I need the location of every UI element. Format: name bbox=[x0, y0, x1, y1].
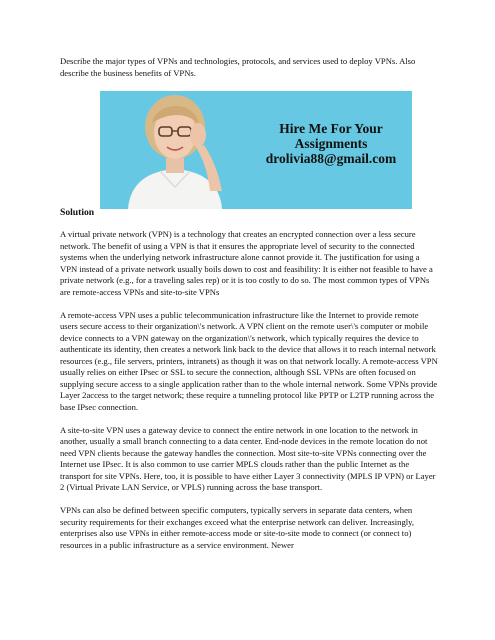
advertisement-banner bbox=[100, 91, 412, 209]
woman-photo-illustration bbox=[100, 91, 250, 209]
solution-body bbox=[60, 229, 438, 563]
question-text: Describe the major types of VPNs and technologies, protocols, and services used to deploy VPNs. Also describe the business benefits of VPNs. bbox=[60, 56, 416, 78]
banner-email: drolivia88@gmail.com bbox=[265, 151, 397, 166]
paragraph: A virtual private network (VPN) is a technology that creates an encrypted connection over a less secure network. The benefit of using a VPN is that it ensures the appropriate level of security to the connected systems when the underlying network infrastructure alone cannot provide it. The justification for using a VPN instead of a private network usually boils down to cost and feasibility: It is either not feasible to have a private network (e.g., for a traveling sales rep) or it is too costly to do so. The most common types of VPNs are remote-access VPNs and site-to-site VPNs bbox=[60, 229, 433, 297]
banner-text bbox=[250, 121, 412, 166]
paragraph: A remote-access VPN uses a public telecommunication infrastructure like the Internet to provide remote users secure access to their organization\'s network. A VPN client on the remote user\'s computer or mobile device connects to a VPN gateway on the organization\'s network, which typically requires the device to authenticate its identity, then creates a network link back to the device that allows it to reach internal network resources (e.g., file servers, printers, intranets) as though it was on that network locally. A remote-access VPN usually relies on either IPsec or SSL to secure the connection, although SSL VPNs are often focused on supplying secure access to a single application rather than to the whole internal network. Some VPNs provide Layer 2access to the target network; these require a tunneling protocol like PPTP or L2TP running across the base IPsec connection. bbox=[60, 309, 438, 412]
paragraph: VPNs can also be defined between specific computers, typically servers in separate data centers, when security requirements for their exchanges exceed what the enterprise network can deliver. Increasingly, enterprises also use VPNs in either remote-access mode or site-to-site mode to connect (or connect to) resources in a public infrastructure as a service environment. Newer bbox=[60, 505, 415, 550]
paragraph: A site-to-site VPN uses a gateway device to connect the entire network in one location to the network in another, usually a small branch connecting to a data center. End-node devices in the remote location do not need VPN clients because the gateway handles the connection. Most site-to-site VPNs connecting over the Internet use IPsec. It is also common to use carrier MPLS clouds rather than the public Internet as the transport for site VPNs. Here, too, it is possible to have either Layer 3 connectivity (MPLS IP VPN) or Layer 2 (Virtual Private LAN Service, or VPLS) running across the base transport. bbox=[60, 424, 436, 492]
solution-heading: Solution bbox=[60, 207, 95, 218]
banner-line-2: Assignments bbox=[294, 136, 368, 151]
banner-line-1: Hire Me For Your bbox=[279, 121, 383, 136]
